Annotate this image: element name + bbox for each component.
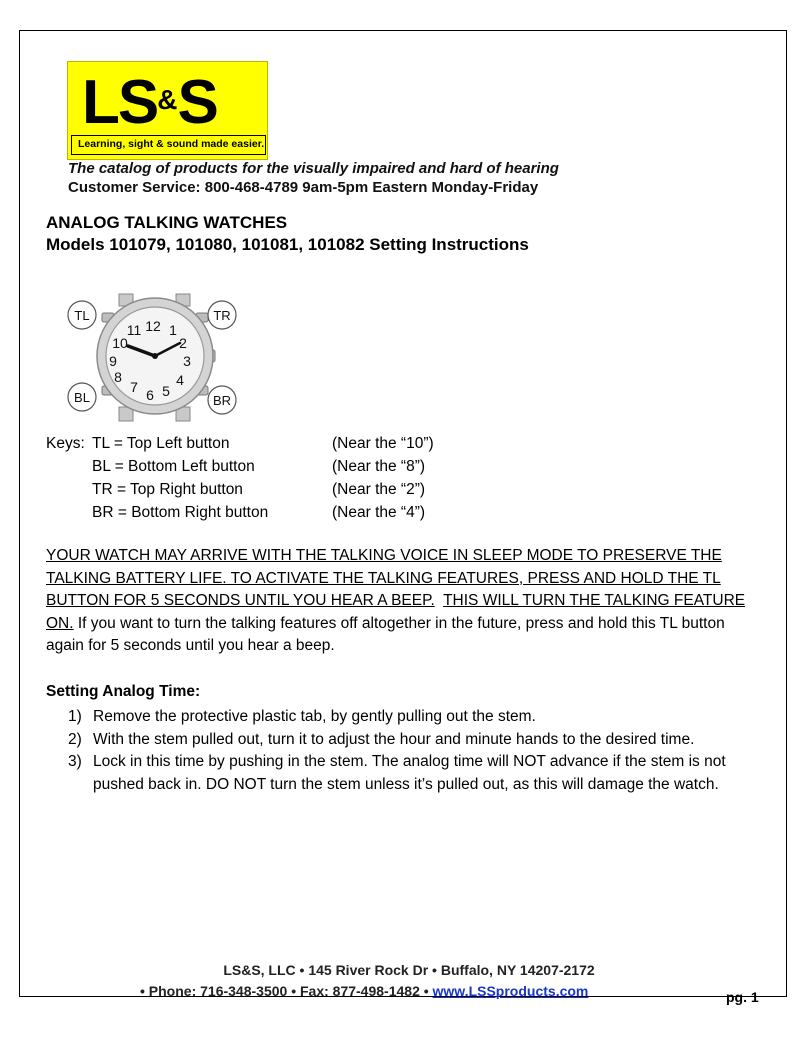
logo-wordmark: LS&S: [82, 68, 217, 137]
document-title: ANALOG TALKING WATCHES: [46, 213, 288, 232]
key-location: (Near the “10”): [332, 435, 434, 452]
key-description: BR = Bottom Right button: [92, 504, 269, 521]
setting-heading: Setting Analog Time:: [46, 683, 201, 700]
bl-label: BL: [74, 390, 90, 405]
numeral-8: 8: [114, 369, 122, 385]
footer-address: LS&S, LLC • 145 River Rock Dr • Buffalo, NY 14207-2172: [223, 962, 595, 978]
step-text: With the stem pulled out, turn it to adjust the hour and minute hands to the desired time.: [93, 730, 695, 748]
tr-label: TR: [213, 308, 231, 323]
numeral-5: 5: [162, 383, 170, 399]
footer-phones: • Phone: 716-348-3500 • Fax: 877-498-1482 •: [140, 983, 433, 999]
list-item: [46, 751, 766, 796]
customer-service-line: Customer Service: 800-468-4789 9am-5pm Eastern Monday-Friday: [68, 179, 539, 196]
hand-pivot: [152, 353, 158, 359]
numeral-9: 9: [109, 353, 117, 369]
company-logo: [67, 61, 268, 160]
key-description: TR = Top Right button: [92, 481, 243, 498]
list-item: [46, 729, 766, 752]
numeral-2: 2: [179, 335, 187, 351]
key-description: TL = Top Left button: [92, 435, 230, 452]
numeral-6: 6: [146, 387, 154, 403]
notice-rest: If you want to turn the talking features off altogether in the future, press and hold this TL button again for 5 seconds until you hear a beep.: [46, 614, 725, 655]
numeral-11: 11: [126, 322, 142, 338]
step-number: 3): [68, 753, 82, 771]
key-description: BL = Bottom Left button: [92, 458, 255, 475]
catalog-description: The catalog of products for the visually impaired and hard of hearing: [68, 160, 559, 177]
tl-label: TL: [74, 308, 90, 323]
list-item: [46, 706, 766, 729]
step-number: 1): [68, 708, 82, 725]
key-location: (Near the “2”): [332, 481, 426, 498]
numeral-12: 12: [145, 318, 161, 334]
numeral-7: 7: [130, 379, 138, 395]
br-label: BR: [212, 393, 232, 408]
setting-steps-list: [46, 706, 766, 796]
numeral-3: 3: [183, 353, 191, 369]
notice-underlined-a: YOUR WATCH MAY ARRIVE WITH THE TALKING VOICE IN SLEEP MODE TO PRESERVE THE TALKING BATTERY LIFE. TO ACTIVATE THE TALKING FEATURES, PRESS AND HOLD THE TL BUTTON FOR 5 SECONDS UNTIL YOU HEAR A BEEP.: [46, 547, 722, 610]
step-text: Lock in this time by pushing in the stem. The analog time will NOT advance if the stem is not pushed back in. DO NOT turn the stem unless it’s pulled out, as this will damage the watch.: [93, 753, 726, 793]
watch-diagram: [62, 293, 258, 423]
footer-contact: [140, 983, 588, 999]
numeral-4: 4: [176, 372, 184, 388]
key-location: (Near the “4”): [332, 504, 426, 521]
numeral-10: 10: [112, 335, 128, 351]
website-link[interactable]: www.LSSproducts.com: [432, 983, 589, 999]
activation-notice: [46, 545, 766, 658]
keys-prefix: Keys:: [46, 435, 85, 452]
key-location: (Near the “8”): [332, 458, 426, 475]
page-number: pg. 1: [726, 989, 759, 1005]
step-text: Remove the protective plastic tab, by gently pulling out the stem.: [93, 708, 536, 725]
document-subtitle: Models 101079, 101080, 101081, 101082 Setting Instructions: [46, 235, 529, 254]
notice-underlined-b: THIS WILL TURN THE TALKING FEATURE ON.: [46, 592, 746, 632]
numeral-1: 1: [169, 322, 177, 338]
step-number: 2): [68, 730, 82, 748]
logo-tagline: Learning, sight & sound made easier.: [71, 135, 266, 155]
